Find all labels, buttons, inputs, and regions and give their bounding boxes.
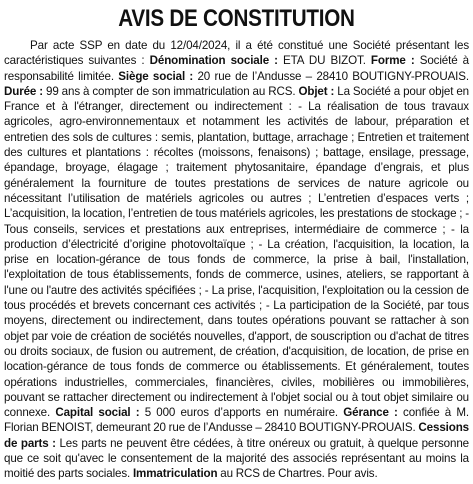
label-objet: Objet : (298, 84, 335, 98)
label-immatriculation: Immatriculation (132, 467, 218, 481)
label-forme: Forme : (370, 54, 415, 68)
value-cessions-de-parts: Les parts ne peuvent être cédées, à titre onéreux ou gratuit, à quelque personne que ce soit qu'avec le consentement de la majorité des associés représentant au moins la moitié des parts sociales. (4, 436, 469, 481)
value-objet: La Société a pour objet en France et à l'étranger, directement ou indirectement : - La réalisation de tous travaux agricoles, agro-environnementaux et notamment les activités de labour, préparation et entretien des sols de cultures : semis, plantation, buttage, arrachage ; Entretien et traitement des cultures et plantations : récoltes (moissons, fenaisons) ; battage, ensilage, pressage, épandage, broyage, élagage ; traitement phytosanitaire, épandage d’engrais, et plus généralement la fourniture de toutes prestations de services de nature agricole ou nécessitant l’utilisation de matériels agricoles ou autres ; L’entretien d’espaces verts ; L’acquisition, la location, l’entretien de tous matériels agricoles, les prestations de stockage ; - Tous conseils, services et prestations aux entreprises, intermédiaire de commerce ; - la production d’électricité d’origine photovoltaïque ; - La création, l'acquisition, la location, la prise en location-gérance de tous fonds de commerce, la prise à bail, l'installation, l'exploitation de tous établissements, fonds de commerce, usines, ateliers, se rapportant à l'une ou l'autre des activités spécifiées ; - La prise, l'acquisition, l'exploitation ou la cession de tous procédés et brevets concernant ces activités ; - La participation de la Société, par tous moyens, directement ou indirectement, dans toutes opérations pouvant se rattacher à son objet par voie de création de sociétés nouvelles, d'apport, de souscription ou d'achat de titres ou droits sociaux, de fusion ou autrement, de création, d'acquisition, de location, de prise en location-gérance de tous fonds de commerce ou établissements. Et généralement, toutes opérations industrielles, commerciales, financières, civiles, mobilières ou immobilières, pouvant se rattacher directement ou indirectement à l'objet social ou à tout objet similaire ou connexe. (4, 84, 470, 420)
value-immatriculation: au RCS de Chartres. Pour avis. (217, 467, 378, 481)
value-siege-social: 20 rue de l’Andusse – 28410 BOUTIGNY-PROUAIS. (193, 69, 469, 83)
value-forme: Société à responsabilité limitée. (4, 54, 469, 83)
value-capital-social: 5 000 euros d’apports en numéraire. (139, 406, 344, 420)
label-capital-social: Capital social : (55, 406, 140, 420)
label-gerance: Gérance : (343, 406, 398, 420)
label-siege-social: Siège social : (118, 69, 194, 83)
label-cessions-de-parts: Cessions de parts : (4, 421, 469, 450)
value-denomination-sociale: ETA DU BIZOT. (277, 54, 371, 68)
notice-title: AVIS DE CONSTITUTION (118, 5, 355, 32)
notice-text-0: Par acte SSP en date du 12/04/2024, il a été constitué une Société présentant les caractéristiques suivantes : (4, 39, 469, 68)
label-denomination-sociale: Dénomination sociale : (149, 54, 278, 68)
label-duree: Durée : (4, 84, 44, 98)
value-gerance: confiée à M. Florian BENOIST, demeurant 20 rue de l’Andusse – 28410 BOUTIGNY-PROUAIS. (4, 406, 469, 435)
notice-body (4, 38, 469, 482)
value-duree: 99 ans à compter de son immatriculation au RCS. (43, 84, 299, 98)
